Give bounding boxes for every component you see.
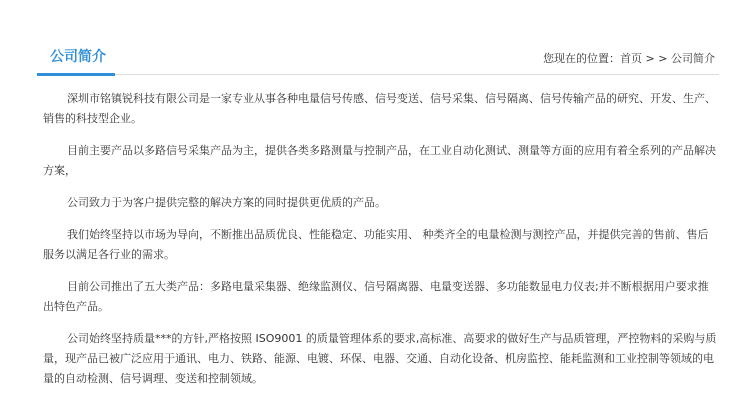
breadcrumb-home-link[interactable]: 首页 bbox=[620, 52, 643, 65]
section-header bbox=[37, 44, 719, 75]
intro-paragraph: 公司始终坚持质量***的方针,严格按照 ISO9001 的质量管理体系的要求,高标准、高要求的做好生产与品质管理，严控物料的采购与质量，现产品已被广泛应用于通讯、电力、铁路、能源、电镀、环保、电器、交通、自动化设备、机房监控、能耗监测和工业控制等领域的电量的自动检测、信号调理、变送和控制领域。 bbox=[43, 332, 717, 385]
breadcrumb-separator: > > bbox=[642, 52, 671, 65]
company-intro-content bbox=[43, 89, 717, 401]
page-title: 公司简介 bbox=[50, 49, 106, 65]
intro-paragraph: 目前公司推出了五大类产品：多路电量采集器、绝缘监测仪、信号隔离器、电量变送器、多功能数显电力仪表;并不断根据用户要求推出特色产品。 bbox=[43, 280, 709, 313]
title-underline bbox=[37, 73, 115, 76]
breadcrumb bbox=[543, 51, 715, 67]
intro-paragraph: 公司致力于为客户提供完整的解决方案的同时提供更优质的产品。 bbox=[67, 196, 386, 209]
breadcrumb-current-link[interactable]: 公司简介 bbox=[671, 52, 715, 65]
intro-paragraph: 深圳市铭镇锐科技有限公司是一家专业从事各种电量信号传感、信号变送、信号采集、信号隔离、信号传输产品的研究、开发、生产、销售的科技型企业。 bbox=[43, 92, 716, 125]
intro-paragraph: 目前主要产品以多路信号采集产品为主，提供各类多路测量与控制产品，在工业自动化测试、测量等方面的应用有着全系列的产品解决方案， bbox=[43, 144, 716, 177]
location-prefix: 您现在的位置： bbox=[543, 52, 621, 65]
intro-paragraph: 我们始终坚持以市场为导向，不断推出品质优良、性能稳定、功能实用、 种类齐全的电量检测与测控产品，并提供完善的售前、售后服务以满足各行业的需求。 bbox=[43, 228, 709, 261]
